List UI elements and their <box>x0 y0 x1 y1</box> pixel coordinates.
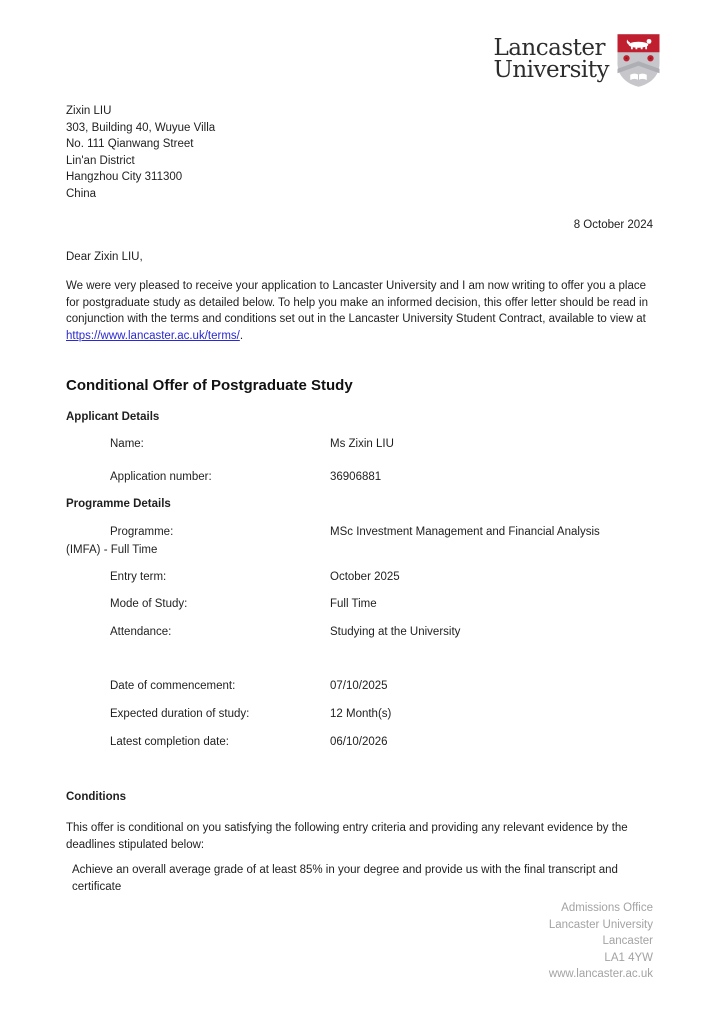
detail-row-name <box>66 437 656 451</box>
detail-row-duration <box>66 707 656 721</box>
address-line: Hangzhou City 311300 <box>66 171 183 184</box>
condition-item: Achieve an overall average grade of at least 85% in your degree and provide us with the final transcript and certificate <box>72 864 618 893</box>
address-line: China <box>66 187 97 200</box>
address-line: 303, Building 40, Wuyue Villa <box>66 121 216 134</box>
wordmark-line1: Lancaster <box>493 35 605 61</box>
programme-value-continuation: (IMFA) - Full Time <box>66 544 158 556</box>
detail-label: Mode of Study: <box>110 598 188 610</box>
university-wordmark <box>493 35 609 84</box>
footer-address <box>549 900 653 983</box>
detail-value: 07/10/2025 <box>330 680 388 692</box>
detail-row-application-number <box>66 470 656 484</box>
detail-label: Attendance: <box>110 626 172 638</box>
address-line: Lin'an District <box>66 154 135 167</box>
footer-line: LA1 4YW <box>604 951 653 964</box>
detail-row-programme <box>66 525 656 539</box>
detail-row-mode-of-study <box>66 597 656 611</box>
address-line: Zixin LIU <box>66 105 112 117</box>
intro-paragraph <box>66 278 656 344</box>
wordmark-line2: University <box>493 57 609 84</box>
detail-row-attendance <box>66 625 656 639</box>
footer-line: Lancaster <box>602 935 653 948</box>
detail-value: Full Time <box>330 598 377 610</box>
conditions-section <box>66 790 656 895</box>
offer-title: Conditional Offer of Postgraduate Study <box>66 377 353 394</box>
detail-label: Date of commencement: <box>110 680 236 692</box>
applicant-details-heading: Applicant Details <box>66 411 160 423</box>
programme-details-heading: Programme Details <box>66 498 171 510</box>
footer-line: Lancaster University <box>548 918 653 931</box>
detail-value: October 2025 <box>330 571 400 583</box>
intro-text-after: . <box>239 329 244 342</box>
university-crest-icon <box>616 33 661 88</box>
detail-value: Ms Zixin LIU <box>330 438 394 450</box>
offer-details <box>66 410 656 749</box>
footer-line: www.lancaster.ac.uk <box>548 968 653 981</box>
detail-label: Expected duration of study: <box>110 708 250 720</box>
intro-text: We were very pleased to receive your application to Lancaster University and I am now writing to offer you a place for postgraduate study as detailed below. To help you make an informed decision, this offer letter should be read in conjunction with the terms and conditions set out in the Lancaster University Student Contract, available to view at <box>66 280 648 326</box>
letter-date: 8 October 2024 <box>573 219 653 231</box>
detail-label: Latest completion date: <box>110 736 229 748</box>
salutation: Dear Zixin LIU, <box>66 251 143 263</box>
detail-value: MSc Investment Management and Financial Analysis <box>330 526 600 538</box>
detail-value: 12 Month(s) <box>330 708 392 720</box>
detail-label: Entry term: <box>110 571 167 583</box>
address-line: No. 111 Qianwang Street <box>66 138 194 151</box>
detail-row-completion <box>66 735 656 749</box>
detail-value: 36906881 <box>330 471 382 483</box>
detail-label: Application number: <box>110 471 212 483</box>
detail-label: Programme: <box>110 526 174 538</box>
recipient-address <box>66 103 215 203</box>
detail-label: Name: <box>110 438 144 450</box>
conditions-heading: Conditions <box>66 791 127 803</box>
terms-link[interactable]: https://www.lancaster.ac.uk/terms/ <box>66 329 240 342</box>
footer-line: Admissions Office <box>561 902 653 914</box>
detail-value: 06/10/2026 <box>330 736 388 748</box>
letterhead <box>493 33 661 88</box>
detail-row-entry-term <box>66 570 656 584</box>
conditions-intro: This offer is conditional on you satisfying the following entry criteria and providing any relevant evidence by the deadlines stipulated below: <box>66 822 628 851</box>
detail-value: Studying at the University <box>330 626 461 638</box>
detail-row-commencement <box>66 679 656 693</box>
